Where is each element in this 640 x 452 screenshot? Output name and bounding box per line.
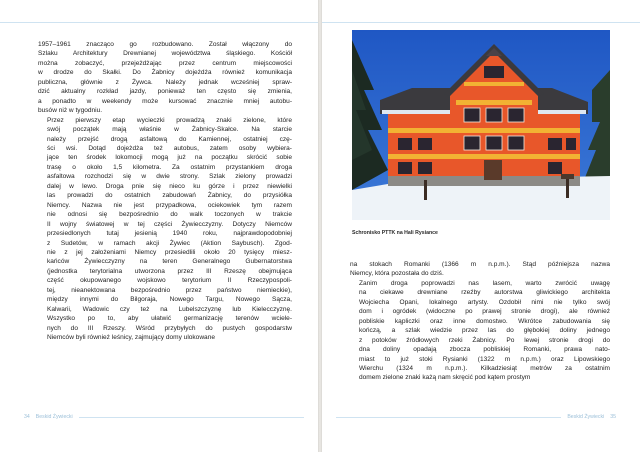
- text-line: nie z jej założeniami Niemcy przesiedlili około 20 tysięcy miesz-: [47, 248, 292, 256]
- right-footer-rule: [336, 417, 561, 418]
- text-line: dzić aktualny rozkład jazdy, ponieważ ten często się zmienia,: [38, 88, 292, 96]
- right-page-number: 35: [610, 414, 616, 420]
- right-body-text: [350, 260, 610, 383]
- left-footer: [24, 412, 304, 422]
- paragraph: [350, 260, 610, 279]
- text-line: publiczna, głównie z Żywca. Należy jednak wcześniej spraw-: [38, 78, 292, 86]
- right-page: [322, 0, 640, 452]
- mountain-hut-photo: [352, 30, 610, 220]
- text-line: busów niż w tygodniu.: [38, 107, 103, 115]
- text-line: między innymi do Bilgoraja, Nowego Targu, Nowego Sącza,: [47, 296, 292, 304]
- text-line: można zobaczyć, przejeżdżając przez centrum miejscowości: [38, 59, 292, 67]
- paragraph: [38, 40, 292, 116]
- text-line: na stokach Romanki (1366 m n.p.m.). Stąd późniejsza nazwa: [350, 261, 610, 268]
- paragraph: [350, 279, 610, 383]
- text-line: Wojciecha Opani, lokalnego artysty. Ozdobił nimi nie tylko swój: [359, 298, 610, 306]
- text-line: Niemcy, która pozostała do dziś.: [350, 270, 444, 278]
- text-line: swój początek mają właśnie w Żabnicy-Skałce. Na starcie: [47, 126, 292, 134]
- right-header-rule: [322, 22, 640, 23]
- text-line: jące ten środek lokomocji mogą już na początku skrócić sobie: [47, 154, 292, 162]
- text-line: Niemców byli również leśnicy, zajmujący domy ulokowane: [47, 334, 215, 342]
- photo-caption: Schronisko PTTK na Hali Rysiance: [352, 230, 438, 236]
- text-line: nie odnosi się bezpośrednio do walk toczonych w trakcie: [47, 211, 292, 219]
- text-line: trasę o około 1,5 kilometra. Za ostatnim przystankiem droga: [47, 163, 292, 171]
- text-line: dna doliny opadają zbocza pobliskiej Romanki, prawa nato-: [359, 346, 610, 354]
- text-line: Kalwarii, Wadowic czy też na Lubelszczyznę lub Kielecczyznę.: [47, 305, 292, 313]
- left-body-text: [38, 40, 292, 343]
- text-line: II wojny światowej w tej części Żywiecczyzny. Dotyczy Niemców: [47, 220, 292, 228]
- text-line: ści wsi. Dotąd dojeżdża też autobus, zatem osoby wybiera-: [47, 144, 292, 152]
- text-line: w drodze do Skałki. Do Żabnicy dojeżdża również komunikacja: [38, 69, 292, 77]
- text-line: Wierchu (1324 m n.p.m.). Kilkadziesiąt metrów za ostatnim: [359, 364, 610, 372]
- text-line: a ponadto w weekendy może kursować znacznie mniej autobu-: [38, 97, 292, 105]
- text-line: tej, nieanektowana bezpośrednio przez państwo niemieckie),: [47, 286, 292, 294]
- text-line: asfaltowa rozchodzi się w dwie strony. Szlak zielony prowadzi: [47, 173, 292, 181]
- text-line: z potoków źródłowych rzeki Żabnicy. Po lewej stronie drogi do: [359, 336, 610, 344]
- text-line: Zanim droga poprowadzi nas lasem, warto zwrócić uwagę: [359, 279, 610, 287]
- text-line: należy przejść drogą asfaltową do Kamiennej, ostatniej czę-: [47, 135, 292, 143]
- text-line: domem zielone znaki każą nam skręcić pod kątem prostym: [359, 374, 531, 382]
- text-line: z Sudetów, w ramach akcji Żywiec (Aktion Saybusch). Zgod-: [47, 239, 292, 247]
- left-footer-rule: [79, 417, 304, 418]
- text-line: nych do III Rzeszy. Wśród przybyłych do pustych gospodarstw: [47, 324, 292, 332]
- left-page: [0, 0, 318, 452]
- left-header-rule: [0, 22, 318, 23]
- text-line: przesiedlonych tutaj jesienią 1940 roku, najprawdopodobniej: [47, 230, 292, 238]
- left-footer-title: Beskid Żywiecki: [35, 414, 73, 420]
- text-line: Przez pierwszy etap wycieczki prowadzą znaki zielone, które: [47, 116, 292, 124]
- right-footer: [336, 412, 616, 422]
- text-line: na ciekawe drewniane rzeźby autorstwa gliwickiego architekta: [359, 289, 610, 297]
- text-line: dalej w lewo. Droga pnie się nieco ku górze i przez niewielki: [47, 182, 292, 190]
- text-line: las prowadzi do ostatnich zabudowań Żabnicy, do przysiółka: [47, 192, 292, 200]
- text-line: Szlaku Architektury Drewnianej województwa śląskiego. Kościół: [38, 50, 292, 58]
- text-line: część okupowanego wojskowo terytorium II Rzeczypospoli-: [47, 277, 292, 285]
- right-footer-title: Beskid Żywiecki: [567, 414, 605, 420]
- text-line: 1957–1961 znacząco go rozbudowano. Został włączony do: [38, 41, 292, 48]
- text-line: Niemcy. Nazwa nie jest przypadkowa, ociekowiek tym razem: [47, 201, 292, 209]
- paragraph: [38, 116, 292, 343]
- text-line: kończą, a szlak wiedzie przez las do głębokiej doliny jednego: [359, 327, 610, 335]
- text-line: (jednostka terytorialna utworzona przez III Rzeszę obejmująca: [47, 267, 292, 275]
- text-line: dom i ogródek (widoczne po prawej stronie drogi), ale również: [359, 308, 610, 316]
- text-line: Wszystko po to, aby ułatwić germanizację terenów wciele-: [47, 315, 292, 323]
- text-line: miast to już stoki Rysianki (1322 m n.p.m.) oraz Lipowskiego: [359, 355, 610, 363]
- text-line: kańców Żywiecczyzny na teren Generalnego Gubernatorstwa: [47, 258, 292, 266]
- text-line: pobliskie kąpliczki oraz inne domostwo. Wkrótce zabudowania się: [359, 317, 610, 325]
- left-page-number: 34: [24, 414, 30, 420]
- mountain-hut-illustration: [352, 30, 610, 220]
